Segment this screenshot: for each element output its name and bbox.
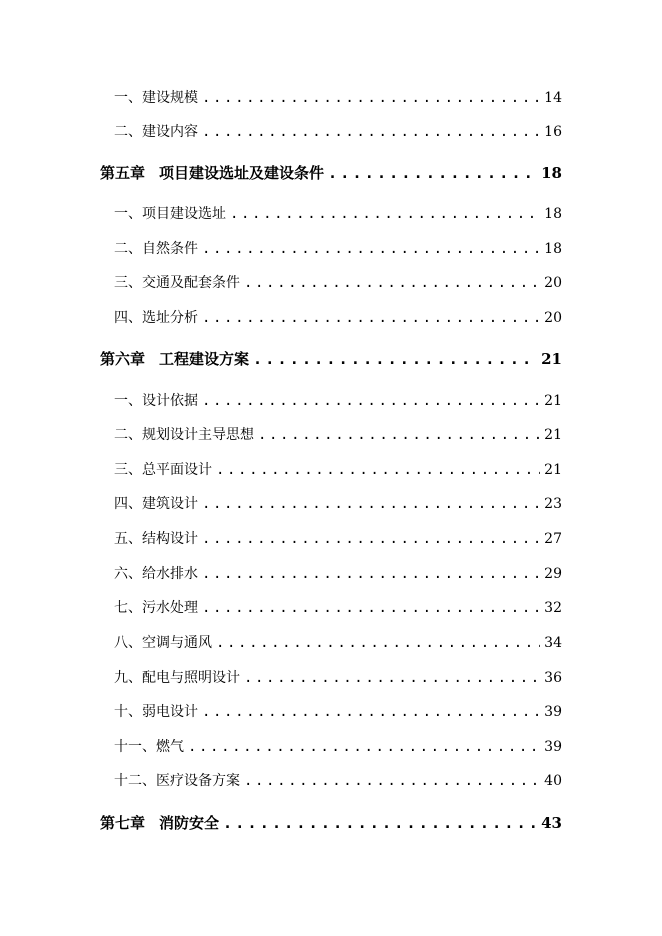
dot-leader [202,307,540,329]
toc-entry[interactable] [114,632,562,654]
toc-entry-page: 27 [544,531,562,547]
toc-entry-title: 十、弱电设计 [114,704,198,720]
toc-entry-page: 16 [544,124,562,140]
dot-leader [202,701,540,723]
chapter-number: 第七章 [100,814,146,832]
toc-entry-title: 一、项目建设选址 [114,206,226,222]
dot-leader [230,203,540,225]
toc-chapter-entry[interactable] [100,812,562,834]
toc-entry-page: 34 [544,635,562,651]
toc-entry-page: 21 [544,393,562,409]
toc-chapter-entry[interactable] [100,348,562,370]
toc-entry-title: 二、自然条件 [114,241,198,257]
toc-entry-page: 29 [544,566,562,582]
toc-entry-page: 21 [541,350,562,368]
dot-leader [202,493,540,515]
toc-entry[interactable] [114,390,562,412]
dot-leader [202,563,540,585]
toc-entry-page: 23 [544,496,562,512]
toc-entry[interactable] [114,121,562,143]
chapter-name: 消防安全 [159,814,220,832]
toc-entry-title: 十一、燃气 [114,739,184,755]
toc-chapter-entry[interactable] [100,162,562,184]
toc-entry-page: 40 [544,773,562,789]
toc-entry[interactable] [114,493,562,515]
dot-leader [216,632,540,654]
toc-entry-page: 20 [544,275,562,291]
toc-entry[interactable] [114,203,562,225]
dot-leader [202,238,540,260]
chapter-name: 项目建设选址及建设条件 [159,164,325,182]
toc-entry[interactable] [114,459,562,481]
toc-entry-page: 20 [544,310,562,326]
dot-leader [258,424,540,446]
chapter-number: 第五章 [100,164,146,182]
toc-entry-title: 一、设计依据 [114,393,198,409]
dot-leader [202,597,540,619]
toc-entry-page: 39 [544,704,562,720]
toc-chapter-title [100,812,219,834]
toc-chapter-title [100,162,324,184]
toc-entry-title: 四、建筑设计 [114,496,198,512]
dot-leader [244,272,540,294]
toc-entry[interactable] [114,307,562,329]
dot-leader [202,87,540,109]
toc-entry-page: 32 [544,600,562,616]
dot-leader [202,121,540,143]
chapter-name: 工程建设方案 [159,350,250,368]
toc-entry-title: 二、建设内容 [114,124,198,140]
toc-entry[interactable] [114,238,562,260]
dot-leader [328,162,537,184]
toc-entry[interactable] [114,701,562,723]
toc-entry-page: 36 [544,670,562,686]
toc-entry-title: 九、配电与照明设计 [114,670,240,686]
toc-entry-page: 18 [544,206,562,222]
toc-entry-title: 十二、医疗设备方案 [114,773,240,789]
toc-entry-title: 三、总平面设计 [114,462,212,478]
dot-leader [244,667,540,689]
dot-leader [216,459,540,481]
toc-entry[interactable] [114,563,562,585]
dot-leader [253,348,537,370]
toc-entry-page: 39 [544,739,562,755]
toc-entry-title: 八、空调与通风 [114,635,212,651]
toc-entry[interactable] [114,528,562,550]
toc-entry-page: 21 [544,462,562,478]
toc-chapter-title [100,348,249,370]
dot-leader [188,736,540,758]
toc-entry-page: 18 [544,241,562,257]
toc-entry-title: 三、交通及配套条件 [114,275,240,291]
toc-entry-page: 18 [541,164,562,182]
toc-entry[interactable] [114,272,562,294]
toc-entry[interactable] [114,597,562,619]
chapter-number: 第六章 [100,350,146,368]
toc-entry-title: 一、建设规模 [114,90,198,106]
toc-entry-page: 21 [544,427,562,443]
dot-leader [202,390,540,412]
toc-entry-page: 14 [544,90,562,106]
toc-entry-title: 六、给水排水 [114,566,198,582]
dot-leader [223,812,537,834]
toc-entry-title: 二、规划设计主导思想 [114,427,254,443]
toc-entry[interactable] [114,667,562,689]
toc-entry-title: 五、结构设计 [114,531,198,547]
toc-entry[interactable] [114,770,562,792]
toc-entry-title: 七、污水处理 [114,600,198,616]
dot-leader [202,528,540,550]
dot-leader [244,770,540,792]
toc-entry[interactable] [114,736,562,758]
toc-entry-page: 43 [541,814,562,832]
toc-entry[interactable] [114,87,562,109]
toc-entry-title: 四、选址分析 [114,310,198,326]
toc-entry[interactable] [114,424,562,446]
